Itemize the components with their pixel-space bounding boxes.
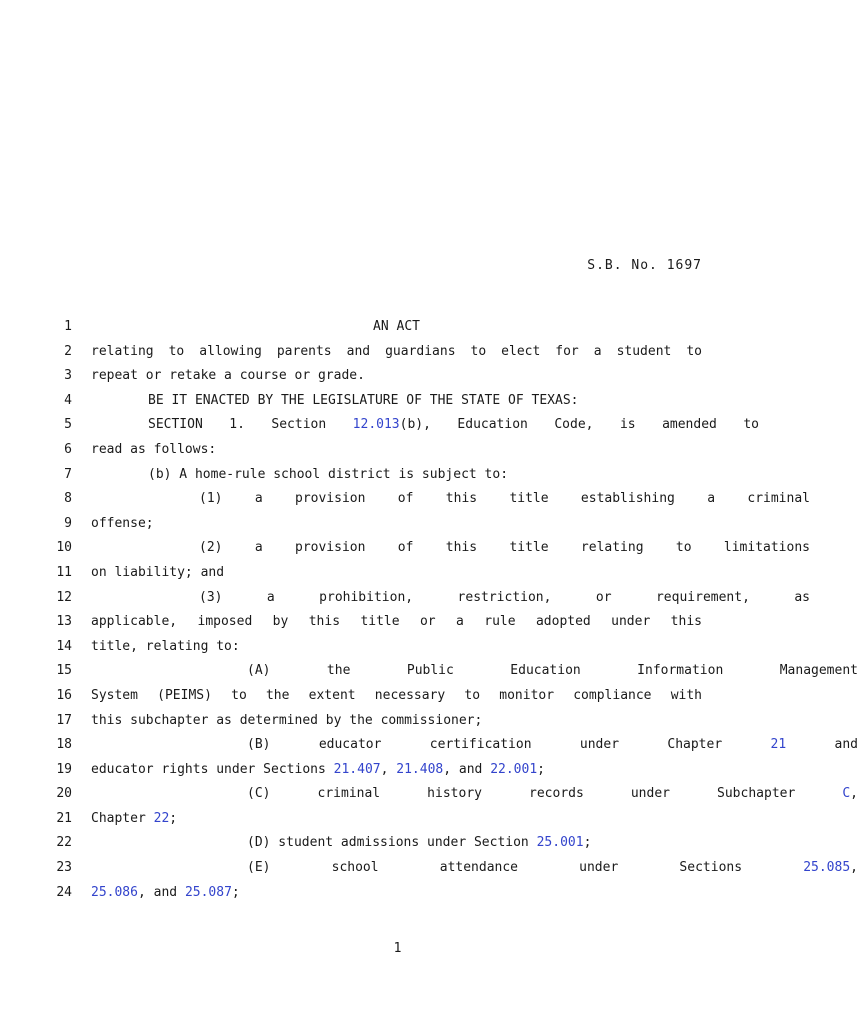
text-segment: (b), Education Code, is amended to (399, 417, 759, 433)
line-text (91, 785, 858, 803)
text-segment: offense; (91, 515, 154, 531)
text-segment: (2) a provision of this title relating to limitations (199, 540, 810, 556)
line-text (91, 859, 858, 877)
bill-text (0, 318, 858, 908)
text-segment: repeat or retake a course or grade. (91, 368, 365, 384)
text-line (0, 810, 770, 835)
text-segment: read as follows: (91, 441, 217, 457)
text-line (0, 884, 770, 909)
statute-link[interactable]: C (842, 786, 851, 802)
text-line (0, 761, 770, 786)
line-number: 8 (64, 491, 72, 507)
text-line (0, 392, 770, 417)
text-line (0, 834, 770, 859)
text-segment: relating to allowing parents and guardians to elect for a student to (91, 343, 702, 359)
text-line (0, 589, 810, 614)
line-number: 14 (56, 638, 72, 654)
statute-link[interactable]: 21 (770, 737, 787, 753)
bill-number: S.B. No. 1697 (587, 258, 702, 273)
line-text (91, 367, 702, 385)
line-number: 2 (64, 343, 72, 359)
text-segment: applicable, imposed by this title or a rule adopted under this (91, 614, 702, 630)
line-number: 23 (56, 860, 72, 876)
text-line (0, 736, 858, 761)
text-segment: , (850, 860, 858, 876)
line-number: 21 (56, 810, 72, 826)
line-number: 12 (56, 589, 72, 605)
line-text (91, 712, 702, 730)
line-number: 19 (56, 761, 72, 777)
text-segment: title, relating to: (91, 638, 240, 654)
line-text (91, 564, 702, 582)
text-segment: (3) a prohibition, restriction, or requirement, as (199, 589, 810, 605)
line-number: 20 (56, 786, 72, 802)
text-line (0, 564, 770, 589)
text-line (0, 539, 810, 564)
text-line (0, 416, 770, 441)
text-line (0, 662, 858, 687)
line-text (91, 589, 810, 607)
line-number: 10 (56, 540, 72, 556)
text-line (0, 466, 770, 491)
text-line (0, 515, 770, 540)
line-text (91, 539, 810, 557)
line-text (91, 810, 702, 828)
line-text (91, 515, 702, 533)
text-line (0, 367, 770, 392)
text-segment: System (PEIMS) to the extent necessary to monitor compliance with (91, 687, 702, 703)
statute-link[interactable]: 22 (153, 810, 170, 826)
text-line (0, 441, 770, 466)
text-segment: ; (537, 761, 545, 777)
line-text (91, 662, 858, 680)
line-text (91, 490, 810, 508)
text-line (0, 490, 810, 515)
text-line (0, 613, 770, 638)
line-text (91, 466, 759, 484)
line-number: 9 (64, 515, 72, 531)
line-number: 24 (56, 884, 72, 900)
text-segment: AN ACT (373, 319, 420, 334)
line-number: 18 (56, 737, 72, 753)
line-number: 4 (64, 392, 72, 408)
text-segment: ; (169, 810, 178, 826)
text-segment: on liability; and (91, 564, 225, 580)
text-segment: , (380, 761, 397, 777)
line-text (91, 416, 759, 434)
text-line (0, 859, 858, 884)
text-segment: , (850, 786, 858, 802)
text-line (0, 687, 770, 712)
line-number: 13 (56, 614, 72, 630)
text-line (0, 343, 770, 368)
text-segment: (D) student admissions under Section (247, 835, 537, 851)
line-text (91, 834, 858, 852)
text-segment: ; (231, 884, 240, 900)
line-text (91, 343, 702, 361)
line-number: 6 (64, 441, 72, 457)
text-segment: SECTION 1. Section (148, 417, 353, 433)
line-number: 11 (56, 564, 72, 580)
line-text (91, 761, 702, 779)
statute-link[interactable]: 22.001 (490, 761, 538, 777)
line-number: 17 (56, 712, 72, 728)
line-number: 22 (56, 835, 72, 851)
text-segment: educator rights under Sections (91, 761, 334, 777)
line-number: 16 (56, 687, 72, 703)
line-number: 15 (56, 663, 72, 679)
statute-link[interactable]: 21.408 (396, 761, 444, 777)
text-segment: (B) educator certification under Chapter (247, 737, 771, 753)
page-number: 1 (393, 941, 402, 956)
text-segment: (1) a provision of this title establishing a criminal (199, 491, 810, 507)
statute-link[interactable]: 25.001 (536, 835, 584, 851)
text-segment: ; (583, 835, 592, 851)
line-text (91, 318, 702, 336)
text-line (0, 712, 770, 737)
line-text (91, 687, 702, 705)
text-segment: , and (137, 884, 185, 900)
text-segment: (A) the Public Education Information Management (247, 663, 858, 679)
text-segment: (b) A home-rule school district is subject to: (148, 466, 509, 482)
text-segment: Chapter (91, 810, 154, 826)
statute-link[interactable]: 12.013 (352, 417, 400, 433)
text-segment: (E) school attendance under Sections (247, 860, 804, 876)
text-line (0, 638, 770, 663)
statute-link[interactable]: 21.407 (333, 761, 381, 777)
line-number: 1 (64, 319, 72, 334)
line-text (91, 441, 702, 459)
line-number: 7 (64, 466, 72, 482)
text-segment: (C) criminal history records under Subchapter (247, 786, 843, 802)
statute-link[interactable]: 25.086 (91, 884, 138, 900)
text-line (0, 318, 770, 343)
line-number: 5 (64, 417, 72, 433)
text-segment: , and (443, 761, 491, 777)
line-number: 3 (64, 368, 72, 384)
line-text (91, 736, 858, 754)
line-text (91, 638, 702, 656)
text-line (0, 785, 858, 810)
statute-link[interactable]: 25.087 (184, 884, 232, 900)
line-text (91, 392, 759, 410)
statute-link[interactable]: 25.085 (803, 860, 851, 876)
line-text (91, 613, 702, 631)
line-text (91, 884, 702, 902)
text-segment: and (786, 737, 858, 753)
text-segment: this subchapter as determined by the commissioner; (91, 712, 483, 728)
text-segment: BE IT ENACTED BY THE LEGISLATURE OF THE STATE OF TEXAS: (148, 392, 579, 408)
